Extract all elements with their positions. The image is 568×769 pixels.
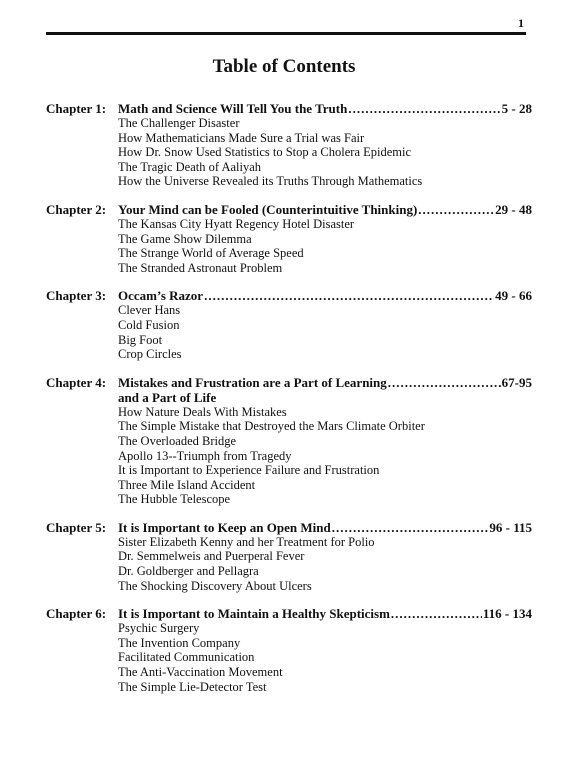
section-entry: The Anti-Vaccination Movement: [118, 665, 283, 680]
toc-chapter-4: [46, 375, 532, 507]
chapter-title-line: [118, 375, 532, 390]
chapter-heading-row: [46, 101, 532, 116]
section-entry: Facilitated Communication: [118, 650, 255, 665]
chapter-heading-row: [46, 606, 532, 621]
section-entry: How Mathematicians Made Sure a Trial was Fair: [118, 130, 365, 145]
dot-leader: [391, 606, 482, 621]
chapter-label: Chapter 1:: [46, 101, 107, 116]
section-entry: How the Universe Revealed its Truths Through Mathematics: [118, 174, 423, 189]
chapter-page-range: 29 - 48: [495, 201, 532, 217]
section-list: [46, 405, 532, 507]
section-entry: Cold Fusion: [118, 317, 180, 332]
section-entry: The Simple Lie-Detector Test: [118, 679, 267, 694]
section-entry: The Strange World of Average Speed: [118, 246, 304, 261]
section-list: [46, 621, 532, 694]
toc-chapter-2: [46, 202, 532, 275]
chapter-title: Occam’s Razor: [118, 288, 204, 304]
toc-chapter-1: [46, 101, 532, 189]
chapter-heading-row: [46, 202, 532, 217]
chapter-page-range: 67-95: [501, 374, 532, 390]
page-number: 1: [518, 16, 524, 30]
dot-leader: [388, 375, 501, 390]
section-entry: It is Important to Experience Failure and Frustration: [118, 463, 380, 478]
chapter-title: It is Important to Keep an Open Mind: [118, 519, 331, 535]
chapter-title: Your Mind can be Fooled (Counterintuitive Thinking): [118, 201, 418, 217]
chapter-title: It is Important to Maintain a Healthy Skepticism: [118, 606, 390, 622]
section-entry: Psychic Surgery: [118, 621, 200, 636]
dot-leader: [418, 202, 494, 217]
chapter-label: Chapter 3:: [46, 288, 107, 304]
chapter-label: Chapter 6:: [46, 606, 107, 622]
chapter-page-range: 116 - 134: [482, 606, 532, 622]
section-list: [46, 217, 532, 275]
section-entry: The Overloaded Bridge: [118, 433, 237, 448]
section-entry: The Shocking Discovery About Ulcers: [118, 578, 312, 593]
chapter-page-range: 5 - 28: [501, 101, 532, 116]
section-entry: The Game Show Dilemma: [118, 231, 252, 246]
toc-chapter-5: [46, 520, 532, 593]
section-entry: The Stranded Astronaut Problem: [118, 260, 283, 275]
dot-leader: [348, 101, 500, 116]
chapter-label: Chapter 4:: [46, 374, 107, 390]
section-entry: The Invention Company: [118, 635, 241, 650]
section-entry: How Nature Deals With Mistakes: [118, 404, 287, 419]
chapter-heading-row: [46, 375, 532, 390]
section-entry: The Tragic Death of Aaliyah: [118, 159, 262, 174]
header-rule: [46, 32, 526, 35]
chapter-label: Chapter 5:: [46, 519, 107, 535]
section-list: [46, 116, 532, 189]
chapter-title: Math and Science Will Tell You the Truth: [118, 101, 348, 116]
chapter-page-range: 49 - 66: [495, 288, 532, 304]
dot-leader: [204, 288, 494, 303]
chapter-label: Chapter 2:: [46, 201, 107, 217]
dot-leader: [332, 520, 489, 535]
chapter-title-line: [118, 202, 532, 217]
section-entry: How Dr. Snow Used Statistics to Stop a Cholera Epidemic: [118, 145, 412, 160]
section-list: [46, 303, 532, 361]
section-entry: The Challenger Disaster: [118, 116, 240, 130]
toc-list: [46, 101, 532, 707]
section-entry: Big Foot: [118, 332, 163, 347]
section-entry: Dr. Semmelweis and Puerperal Fever: [118, 549, 305, 564]
section-list: [46, 535, 532, 593]
chapter-heading-row: [46, 520, 532, 535]
toc-chapter-3: [46, 288, 532, 361]
section-entry: The Kansas City Hyatt Regency Hotel Disaster: [118, 216, 355, 231]
section-entry: Dr. Goldberger and Pellagra: [118, 564, 259, 579]
chapter-title-line: [118, 520, 532, 535]
section-entry: Clever Hans: [118, 303, 181, 318]
chapter-title-line: [118, 101, 532, 116]
section-entry: Crop Circles: [118, 347, 182, 362]
toc-chapter-6: [46, 606, 532, 694]
chapter-title: Mistakes and Frustration are a Part of Learning: [118, 374, 387, 390]
section-entry: Apollo 13--Triumph from Tragedy: [118, 448, 292, 463]
chapter-title-line: [118, 606, 532, 621]
section-entry: The Hubble Telescope: [118, 492, 231, 507]
section-entry: Three Mile Island Accident: [118, 477, 256, 492]
chapter-heading-row: [46, 288, 532, 303]
section-entry: The Simple Mistake that Destroyed the Mars Climate Orbiter: [118, 419, 425, 434]
section-entry: Sister Elizabeth Kenny and her Treatment for Polio: [118, 534, 375, 549]
page-title: Table of Contents: [212, 56, 356, 77]
chapter-page-range: 96 - 115: [489, 519, 532, 535]
chapter-title-line: [118, 288, 532, 303]
chapter-title-continuation: and a Part of Life: [118, 389, 217, 405]
